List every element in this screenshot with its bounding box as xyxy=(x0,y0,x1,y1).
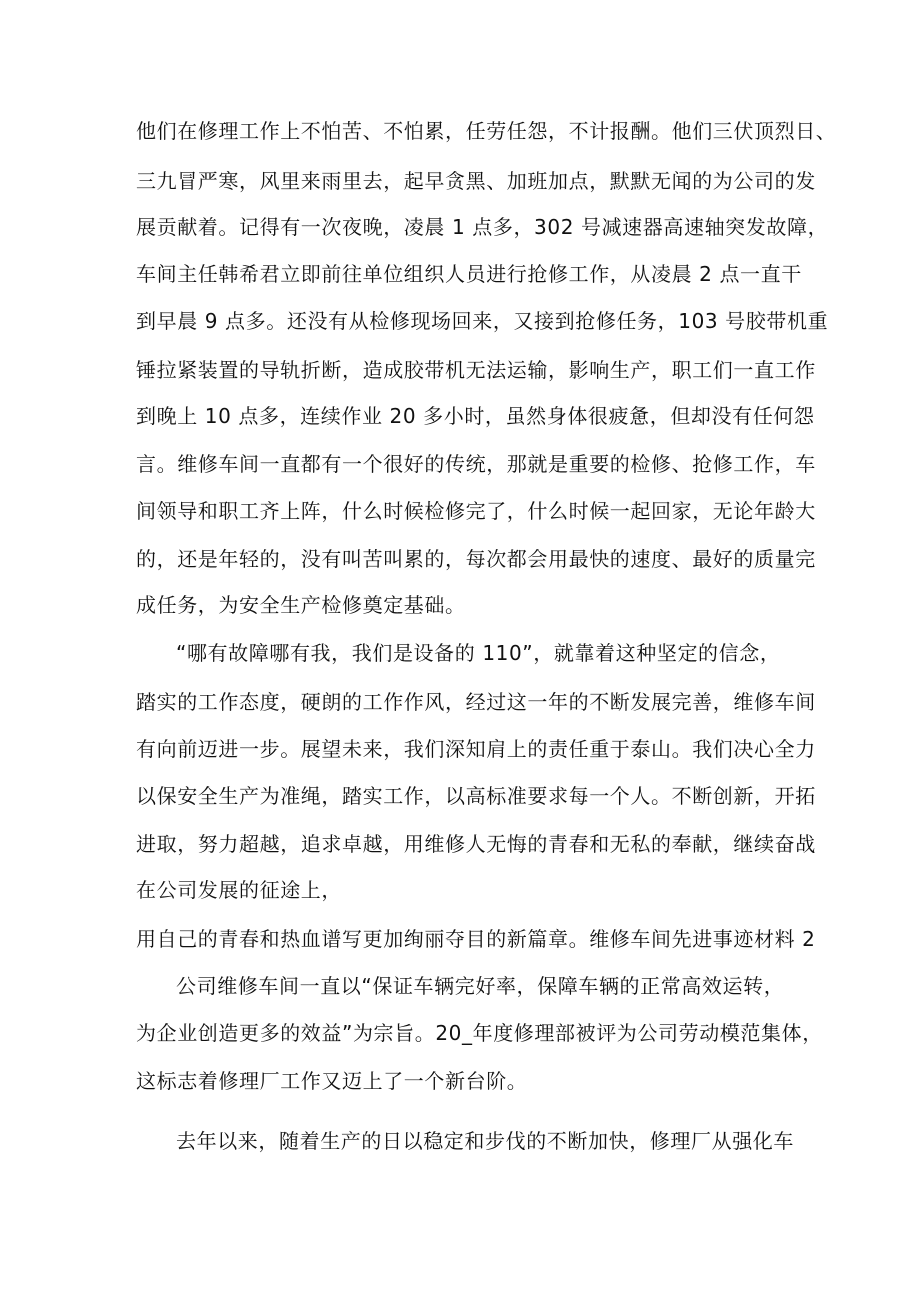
text-line: 去年以来，随着生产的日以稳定和步伐的不断加快，修理厂从强化车 xyxy=(176,1129,794,1153)
text-line: 这标志着修理厂工作又迈上了一个新台阶。 xyxy=(136,1069,528,1093)
text-line: 成任务，为安全生产检修奠定基础。 xyxy=(136,593,466,617)
text-line: 踏实的工作态度，硬朗的工作作风，经过这一年的不断发展完善，维修车间 xyxy=(136,690,816,714)
text-line: 车间主任韩希君立即前往单位组织人员进行抢修工作，从凌晨 2 点一直干 xyxy=(136,262,802,286)
text-line: 到早晨 9 点多。还没有从检修现场回来，又接到抢修任务，103 号胶带机重 xyxy=(136,309,829,333)
text-line: 锤拉紧装置的导轨折断，造成胶带机无法运输，影响生产，职工们一直工作 xyxy=(136,358,816,382)
text-line: “哪有故障哪有我，我们是设备的 110”，就靠着这种坚定的信念， xyxy=(176,641,781,665)
text-line: 以保安全生产为准绳，踏实工作，以高标准要求每一个人。不断创新，开拓 xyxy=(136,784,816,808)
text-line: 间领导和职工齐上阵，什么时候检修完了，什么时候一起回家，无论年龄大 xyxy=(136,499,816,523)
text-line: 在公司发展的征途上， xyxy=(136,878,342,902)
text-line: 展贡献着。记得有一次夜晚，凌晨 1 点多，302 号减速器高速轴突发故障， xyxy=(136,215,829,239)
text-line: 三九冒严寒，风里来雨里去，起早贪黑、加班加点，默默无闻的为公司的发 xyxy=(136,169,816,193)
text-line: 的，还是年轻的，没有叫苦叫累的，每次都会用最快的速度、最好的质量完 xyxy=(136,547,816,571)
text-line: 公司维修车间一直以“保证车辆完好率，保障车辆的正常高效运转， xyxy=(176,974,785,998)
text-line: 言。维修车间一直都有一个很好的传统，那就是重要的检修、抢修工作，车 xyxy=(136,452,816,476)
text-line: 用自己的青春和热血谱写更加绚丽夺目的新篇章。维修车间先进事迹材料 2 xyxy=(136,927,816,951)
text-line: 为企业创造更多的效益”为宗旨。20_年度修理部被评为公司劳动模范集体， xyxy=(136,1021,823,1045)
text-line: 他们在修理工作上不怕苦、不怕累，任劳任怨，不计报酬。他们三伏顶烈日、 xyxy=(136,119,837,143)
text-line: 有向前迈进一步。展望未来，我们深知肩上的责任重于泰山。我们决心全力 xyxy=(136,737,816,761)
text-line: 到晚上 10 点多，连续作业 20 多小时，虽然身体很疲惫，但却没有任何怨 xyxy=(136,404,815,428)
text-line: 进取，努力超越，追求卓越，用维修人无悔的青春和无私的奉献，继续奋战 xyxy=(136,832,816,856)
